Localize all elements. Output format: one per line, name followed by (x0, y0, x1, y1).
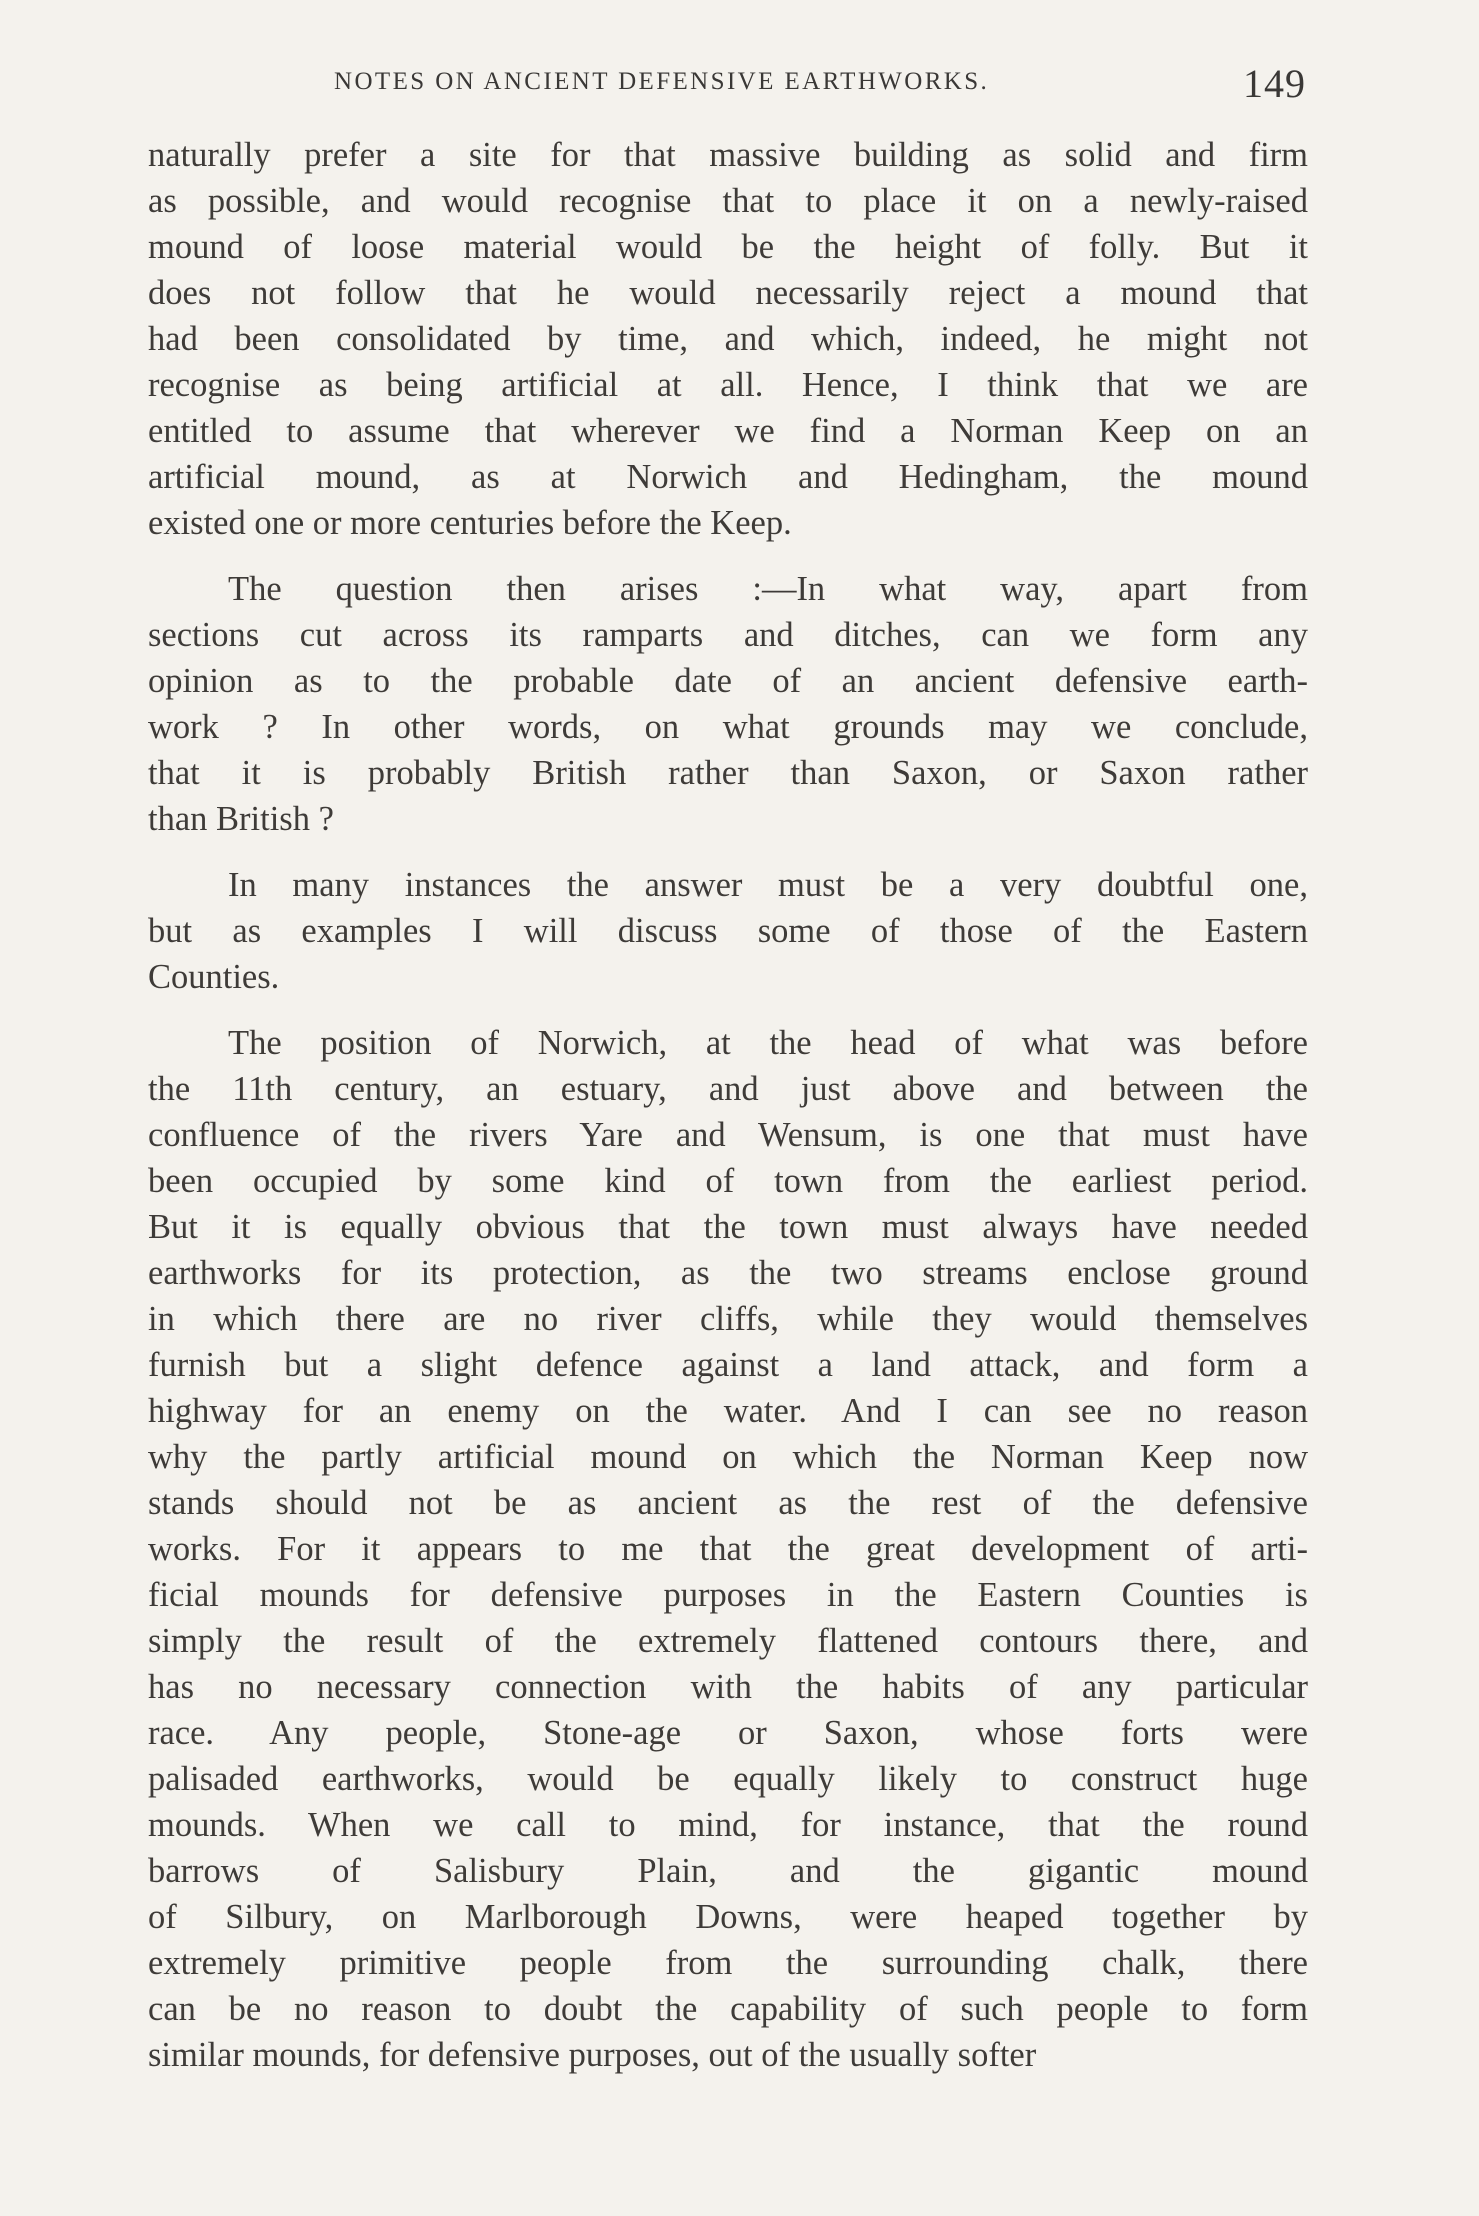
text-line: work ? In other words, on what grounds may we conclude, (148, 708, 1308, 746)
text-line: Counties. (148, 958, 280, 996)
paragraph (148, 1020, 1308, 2078)
text-line: existed one or more centuries before the Keep. (148, 504, 792, 542)
paragraph (148, 132, 1308, 546)
text-line: artificial mound, as at Norwich and Hedingham, the mound (148, 458, 1308, 496)
text-line: simply the result of the extremely flattened contours there, and (148, 1622, 1308, 1660)
text-line: confluence of the rivers Yare and Wensum, is one that must have (148, 1116, 1308, 1154)
text-line: the 11th century, an estuary, and just above and between the (148, 1070, 1308, 1108)
text-line: but as examples I will discuss some of those of the Eastern (148, 912, 1308, 950)
text-line: naturally prefer a site for that massive building as solid and firm (148, 136, 1308, 174)
text-line: mound of loose material would be the height of folly. But it (148, 228, 1308, 266)
text-line: stands should not be as ancient as the rest of the defensive (148, 1484, 1308, 1522)
text-line: extremely primitive people from the surrounding chalk, there (148, 1944, 1308, 1982)
paragraph (148, 862, 1308, 1000)
text-line: as possible, and would recognise that to place it on a newly-raised (148, 182, 1308, 220)
running-title: NOTES ON ANCIENT DEFENSIVE EARTHWORKS. (334, 68, 990, 95)
text-line: had been consolidated by time, and which, indeed, he might not (148, 320, 1308, 358)
text-line: barrows of Salisbury Plain, and the gigantic mound (148, 1852, 1308, 1890)
text-line: opinion as to the probable date of an ancient defensive earth- (148, 662, 1308, 700)
text-line: earthworks for its protection, as the two streams enclose ground (148, 1254, 1308, 1292)
text-line: that it is probably British rather than Saxon, or Saxon rather (148, 754, 1308, 792)
text-line: works. For it appears to me that the great development of arti- (148, 1530, 1308, 1568)
text-line: been occupied by some kind of town from the earliest period. (148, 1162, 1308, 1200)
text-line: of Silbury, on Marlborough Downs, were heaped together by (148, 1898, 1308, 1936)
text-line: palisaded earthworks, would be equally likely to construct huge (148, 1760, 1308, 1798)
text-line: than British ? (148, 800, 334, 838)
text-line: sections cut across its ramparts and ditches, can we form any (148, 616, 1308, 654)
text-line: race. Any people, Stone-age or Saxon, whose forts were (148, 1714, 1308, 1752)
text-line: entitled to assume that wherever we find a Norman Keep on an (148, 412, 1308, 450)
running-head (148, 60, 1306, 110)
text-line: highway for an enemy on the water. And I can see no reason (148, 1392, 1308, 1430)
page-number: 149 (1243, 61, 1306, 106)
text-line: similar mounds, for defensive purposes, out of the usually softer (148, 2036, 1037, 2074)
text-line: But it is equally obvious that the town must always have needed (148, 1208, 1308, 1246)
text-line: does not follow that he would necessarily reject a mound that (148, 274, 1308, 312)
text-line: can be no reason to doubt the capability of such people to form (148, 1990, 1308, 2028)
body-text (148, 132, 1308, 2078)
text-line: why the partly artificial mound on which the Norman Keep now (148, 1438, 1308, 1476)
text-line: The position of Norwich, at the head of what was before (228, 1024, 1308, 1062)
paragraph (148, 566, 1308, 842)
text-line: The question then arises :—In what way, apart from (228, 570, 1308, 608)
text-line: mounds. When we call to mind, for instance, that the round (148, 1806, 1308, 1844)
text-line: recognise as being artificial at all. Hence, I think that we are (148, 366, 1308, 404)
text-line: In many instances the answer must be a very doubtful one, (228, 866, 1308, 904)
text-line: in which there are no river cliffs, while they would themselves (148, 1300, 1308, 1338)
text-line: furnish but a slight defence against a land attack, and form a (148, 1346, 1308, 1384)
text-line: has no necessary connection with the habits of any particular (148, 1668, 1308, 1706)
text-line: ficial mounds for defensive purposes in the Eastern Counties is (148, 1576, 1308, 1614)
